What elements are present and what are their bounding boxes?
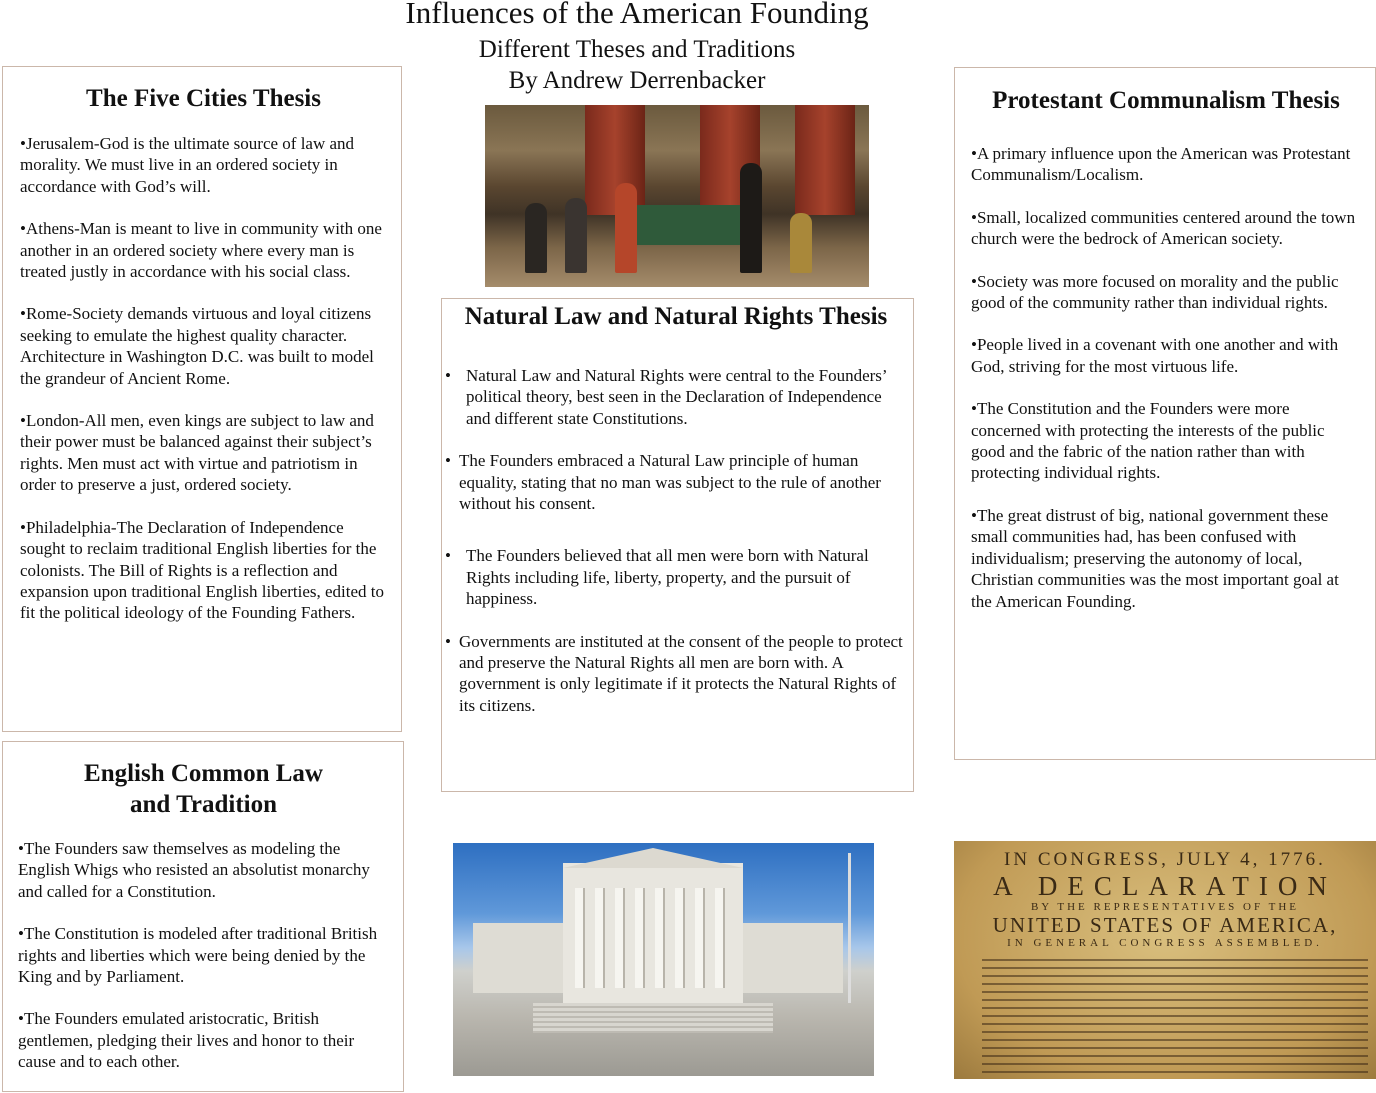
paragraph: •Philadelphia-The Declaration of Independence sought to reclaim traditional English liberties for the colonists. The Bill of Rights is a reflection and expansion upon traditional English liberties, edited to fit the political ideology of the Founding Fathers.	[20, 517, 385, 623]
constitutional-convention-painting	[485, 105, 869, 287]
poster-author: By Andrew Derrenbacker	[508, 67, 766, 94]
bullet: •	[445, 546, 451, 566]
paragraph: •Jerusalem-God is the ultimate source of law and morality. We must live in an ordered society in accordance with God’s will.	[20, 134, 355, 196]
list-item: The Founders embraced a Natural Law principle of human equality, stating that no man was subject to the rule of another without his consent.	[459, 451, 881, 514]
english-law-heading: English Common Law and Tradition	[84, 760, 323, 818]
paragraph: •The Founders emulated aristocratic, British gentlemen, pledging their lives and honor to their cause and to each other.	[18, 1009, 355, 1072]
paragraph: Architecture in Washington D.C. was built to model the grandeur of Ancient Rome.	[20, 347, 374, 388]
paragraph: •The Constitution is modeled after traditional British rights and liberties which were being denied by the King and by Parliament.	[18, 924, 378, 987]
five-cities-panel	[2, 66, 402, 732]
protestant-panel	[954, 67, 1376, 760]
poster-title: Influences of the American Founding	[405, 0, 869, 30]
bullet: •	[445, 366, 451, 385]
paragraph: •The Founders saw themselves as modeling the English Whigs who resisted an absolutist monarchy and called for a Constitution.	[18, 839, 370, 901]
declaration-line: A DECLARATION	[993, 871, 1337, 901]
list-item: The Founders believed that all men were born with Natural Rights including life, liberty, property, and the pursuit of happiness.	[466, 546, 869, 609]
declaration-line: IN CONGRESS, JULY 4, 1776.	[1004, 849, 1326, 870]
five-cities-heading: The Five Cities Thesis	[86, 85, 321, 112]
bullet: •	[445, 631, 451, 651]
paragraph: •London-All men, even kings are subject to law and their power must be balanced against their subject’s rights. Men must act with virtue and patriotism in order to preserve a just, ordered society.	[20, 411, 374, 495]
declaration-line: BY THE REPRESENTATIVES OF THE	[1030, 901, 1300, 913]
paragraph: •The Constitution and the Founders were more concerned with protecting the interests of the public good and the fabric of the nation rather than with protecting individual rights.	[971, 399, 1325, 483]
declaration-of-independence-image	[954, 841, 1376, 1079]
paragraph: •Small, localized communities centered around the town church were the bedrock of American society.	[971, 207, 1356, 249]
declaration-body-text	[982, 959, 1368, 1073]
list-item: Governments are instituted at the consent of the people to protect and preserve the Natural Rights all men are born with. A government is only legitimate if it protects the Natural Rights of its citizens.	[459, 631, 903, 715]
english-law-panel	[2, 741, 404, 1092]
protestant-heading: Protestant Communalism Thesis	[992, 87, 1340, 114]
paragraph: •Society was more focused on morality and the public good of the community rather than individual rights.	[971, 271, 1339, 313]
declaration-line: IN GENERAL CONGRESS ASSEMBLED.	[1007, 937, 1323, 949]
paragraph: •People lived in a covenant with one another and with God, striving for the most virtuous life.	[971, 335, 1339, 376]
bullet: •	[445, 451, 451, 471]
natural-law-heading: Natural Law and Natural Rights Thesis	[464, 303, 888, 330]
paragraph: •A primary influence upon the American was Protestant Communalism/Localism.	[971, 144, 1351, 185]
table-cloth	[625, 205, 755, 245]
paragraph: •Rome-Society demands virtuous and loyal citizens seeking to emulate the highest quality character.	[20, 304, 372, 345]
supreme-court-photo	[453, 843, 874, 1076]
declaration-line: UNITED STATES OF AMERICA,	[992, 913, 1338, 937]
list-item: Natural Law and Natural Rights were central to the Founders’ political theory, best seen in the Declaration of Independence and different state Constitutions.	[466, 366, 887, 428]
poster-subtitle: Different Theses and Traditions	[478, 36, 796, 63]
paragraph: •The great distrust of big, national government these small communities had, has been confused with individualism; preserving the autonomy of local, Christian communities was the most important goal at the American Founding.	[971, 505, 1339, 611]
paragraph: •Athens-Man is meant to live in community with one another in an ordered society where every man is treated justly in accordance with his social class.	[20, 219, 382, 282]
natural-law-panel	[441, 298, 914, 792]
